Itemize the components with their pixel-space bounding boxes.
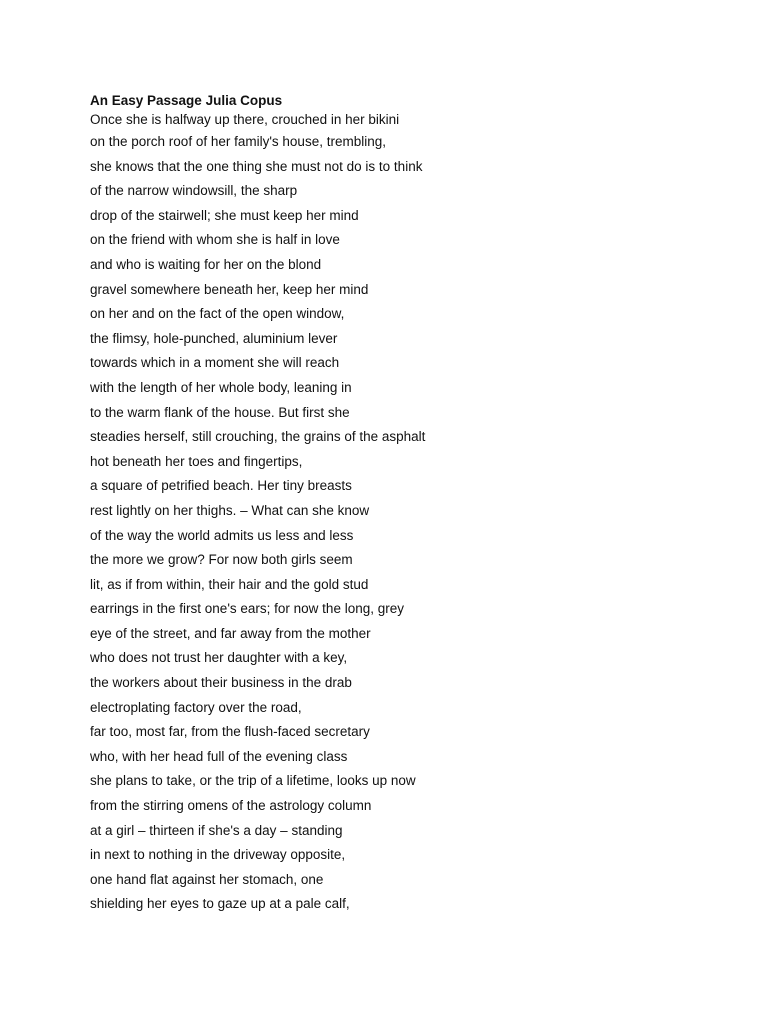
poem-line: rest lightly on her thighs. – What can she know — [90, 502, 370, 518]
poem-line: to the warm flank of the house. But first she — [90, 404, 350, 420]
poem-line: at a girl – thirteen if she's a day – standing — [90, 822, 343, 838]
poem-line: on the porch roof of her family's house, trembling, — [90, 134, 386, 149]
poem-line: eye of the street, and far away from the mother — [90, 625, 371, 641]
poem-lines — [90, 110, 730, 917]
poem-line: who does not trust her daughter with a key, — [90, 650, 348, 666]
poem-line: who, with her head full of the evening class — [90, 748, 348, 764]
poem-line: she knows that the one thing she must not do is to think — [90, 158, 423, 174]
poem-line: shielding her eyes to gaze up at a pale calf, — [90, 896, 350, 912]
poem-line: and who is waiting for her on the blond — [90, 256, 322, 272]
poem-line: drop of the stairwell; she must keep her mind — [90, 207, 359, 223]
poem-line: of the way the world admits us less and less — [90, 527, 354, 543]
poem-line: far too, most far, from the flush-faced secretary — [90, 724, 370, 740]
poem-line: steadies herself, still crouching, the grains of the asphalt — [90, 429, 426, 445]
poem-line: towards which in a moment she will reach — [90, 355, 340, 371]
poem-line: the workers about their business in the drab — [90, 675, 352, 691]
poem-line: from the stirring omens of the astrology column — [90, 798, 372, 814]
poem — [90, 91, 730, 917]
poem-line: in next to nothing in the driveway opposite, — [90, 847, 346, 863]
poem-line: she plans to take, or the trip of a lifetime, looks up now — [90, 773, 416, 789]
poem-line: the more we grow? For now both girls seem — [90, 552, 353, 568]
poem-line: with the length of her whole body, leaning in — [90, 379, 352, 395]
poem-line: hot beneath her toes and fingertips, — [90, 453, 303, 469]
poem-line: a square of petrified beach. Her tiny breasts — [90, 478, 352, 494]
poem-line: of the narrow windowsill, the sharp — [90, 183, 298, 199]
poem-line: Once she is halfway up there, crouched in her bikini — [90, 112, 400, 127]
poem-line: on the friend with whom she is half in love — [90, 232, 340, 248]
poem-line: electroplating factory over the road, — [90, 699, 302, 715]
poem-line: gravel somewhere beneath her, keep her mind — [90, 281, 369, 297]
poem-line: one hand flat against her stomach, one — [90, 871, 324, 887]
poem-line: lit, as if from within, their hair and the gold stud — [90, 576, 369, 592]
poem-title: An Easy Passage Julia Copus — [90, 93, 283, 108]
poem-line: on her and on the fact of the open window, — [90, 306, 345, 322]
poem-line: earrings in the first one's ears; for now the long, grey — [90, 601, 404, 617]
poem-line: the flimsy, hole-punched, aluminium lever — [90, 330, 338, 346]
